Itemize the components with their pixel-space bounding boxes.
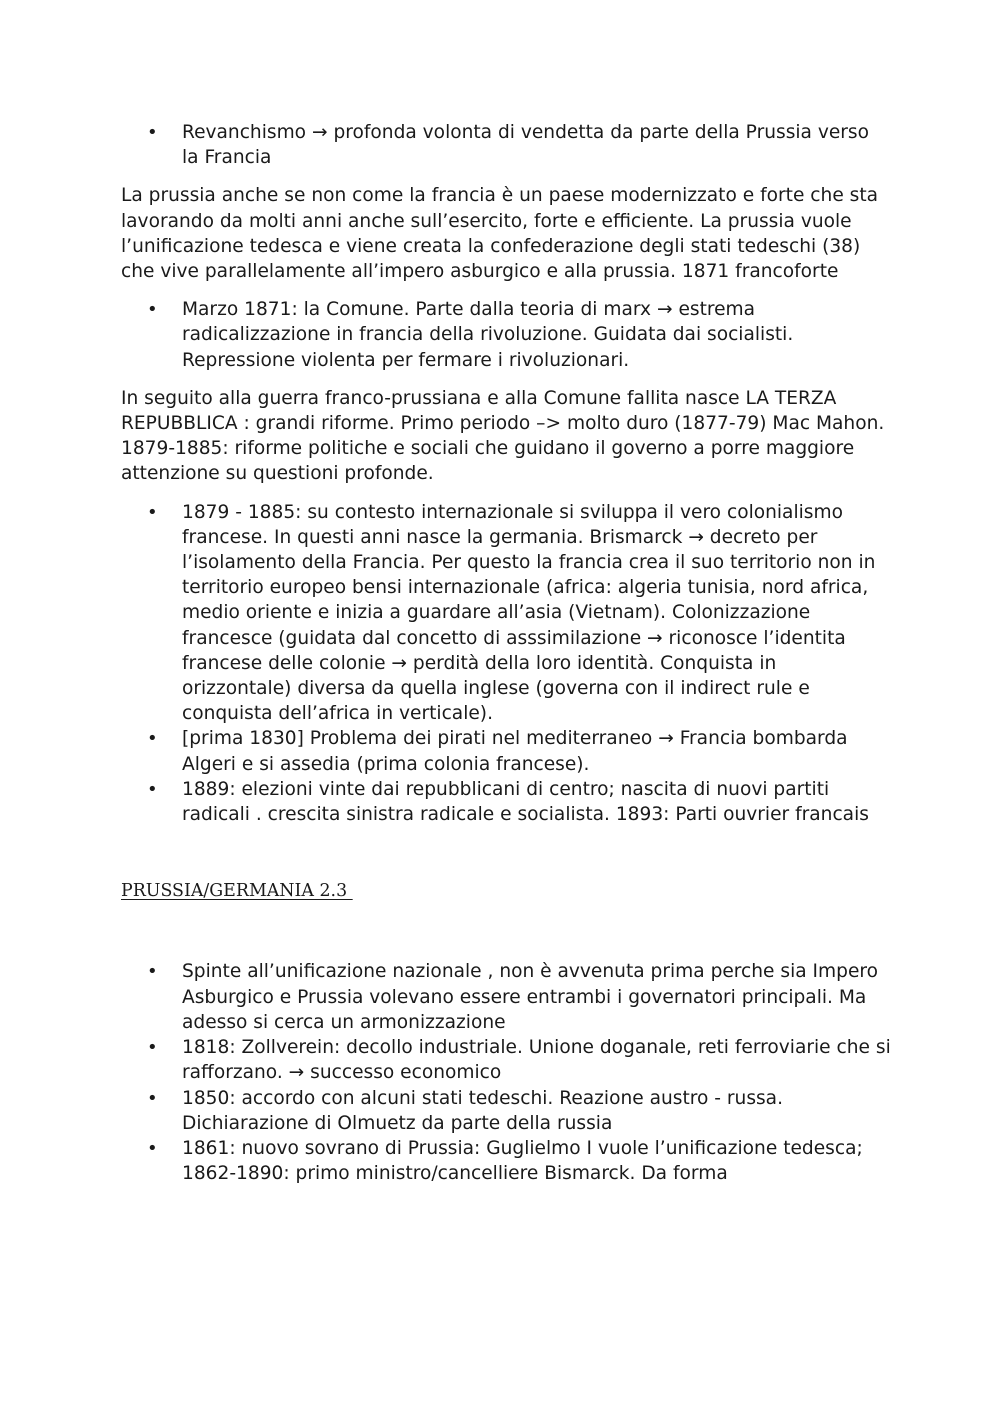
list-item-text: 1879 - 1885: su contesto internazionale si sviluppa il vero colonialismo francese. In questi anni nasce la germania. Brismarck → decreto per l’isolamento della Francia. Per questo la francia crea il suo territorio non in territorio europeo bensi internazionale (africa: algeria tunisia, nord africa, medio oriente e inizia a guardare all’asia (Vietnam). Colonizzazione francesce (guidata dal concetto di asssimilazione → riconosce l’identita francese delle colonie → perdità della loro identità. Conquista in orizzontale) diversa da quella inglese (governa con il indirect rule e conquista dell’africa in verticale). — [182, 501, 876, 725]
bullet-icon: • — [147, 1137, 158, 1159]
list-item — [121, 959, 891, 1035]
bullet-icon: • — [147, 122, 158, 143]
bullet-icon: • — [147, 1037, 158, 1059]
list-item-text: [prima 1830] Problema dei pirati nel mediterraneo → Francia bombarda Algeri e si assedia (prima colonia francese). — [182, 728, 848, 775]
list-item — [121, 1035, 891, 1085]
list-item-text: 1861: nuovo sovrano di Prussia: Guglielmo I vuole l’unificazione tedesca; 1862-1890: primo ministro/cancelliere Bismarck. Da forma — [182, 1137, 863, 1185]
list-item — [121, 500, 891, 727]
bullet-icon: • — [147, 299, 158, 321]
list-item — [121, 726, 891, 776]
list-item-text: 1818: Zollverein: decollo industriale. Unione doganale, reti ferroviarie che si rafforzano. → successo economico — [182, 1037, 891, 1084]
paragraph: La prussia anche se non come la francia è un paese modernizzato e forte che sta lavorando da molti anni anche sull’esercito, forte e efficiente. La prussia vuole l’unificazione tedesca e viene creata la confederazione degli stati tedeschi (38) che vive parallelamente all’impero asburgico e alla prussia. 1871 francoforte — [121, 185, 879, 283]
list-item — [121, 297, 891, 373]
bullet-list — [121, 120, 891, 170]
list-item — [121, 1136, 891, 1186]
list-item-text: 1889: elezioni vinte dai repubblicani di centro; nascita di nuovi partiti radicali . crescita sinistra radicale e socialista. 1893: Parti ouvrier francais — [182, 778, 869, 826]
paragraph: In seguito alla guerra franco-prussiana e alla Comune fallita nasce LA TERZA REPUBBLICA : grandi riforme. Primo periodo –> molto duro (1877-79) Mac Mahon. 1879-1885: riforme politiche e sociali che guidano il governo a porre maggiore attenzione su questioni profonde. — [121, 387, 885, 485]
bullet-icon: • — [147, 728, 158, 750]
list-item — [121, 777, 891, 827]
list-item — [121, 1086, 891, 1136]
document-page — [121, 120, 891, 1186]
bullet-icon: • — [147, 778, 158, 800]
section-heading: PRUSSIA/GERMANIA 2.3 — [121, 881, 353, 902]
list-item — [121, 120, 891, 170]
list-item-text: Spinte all’unificazione nazionale , non è avvenuta prima perche sia Impero Asburgico e Prussia volevano essere entrambi i governatori principali. Ma adesso si cerca un armonizzazione — [182, 961, 879, 1033]
bullet-list — [121, 297, 891, 373]
bullet-icon: • — [147, 961, 158, 983]
bullet-icon: • — [147, 1087, 158, 1109]
list-item-text: 1850: accordo con alcuni stati tedeschi. Reazione austro - russa. Dichiarazione di Olmuetz da parte della russia — [182, 1087, 783, 1134]
bullet-list — [121, 959, 891, 1186]
bullet-list — [121, 500, 891, 828]
bullet-icon: • — [147, 501, 158, 523]
list-item-text: Revanchismo → profonda volonta di vendetta da parte della Prussia verso la Francia — [182, 122, 869, 169]
list-item-text: Marzo 1871: la Comune. Parte dalla teoria di marx → estrema radicalizzazione in francia della rivoluzione. Guidata dai socialisti. Repressione violenta per fermare i rivoluzionari. — [182, 299, 794, 371]
